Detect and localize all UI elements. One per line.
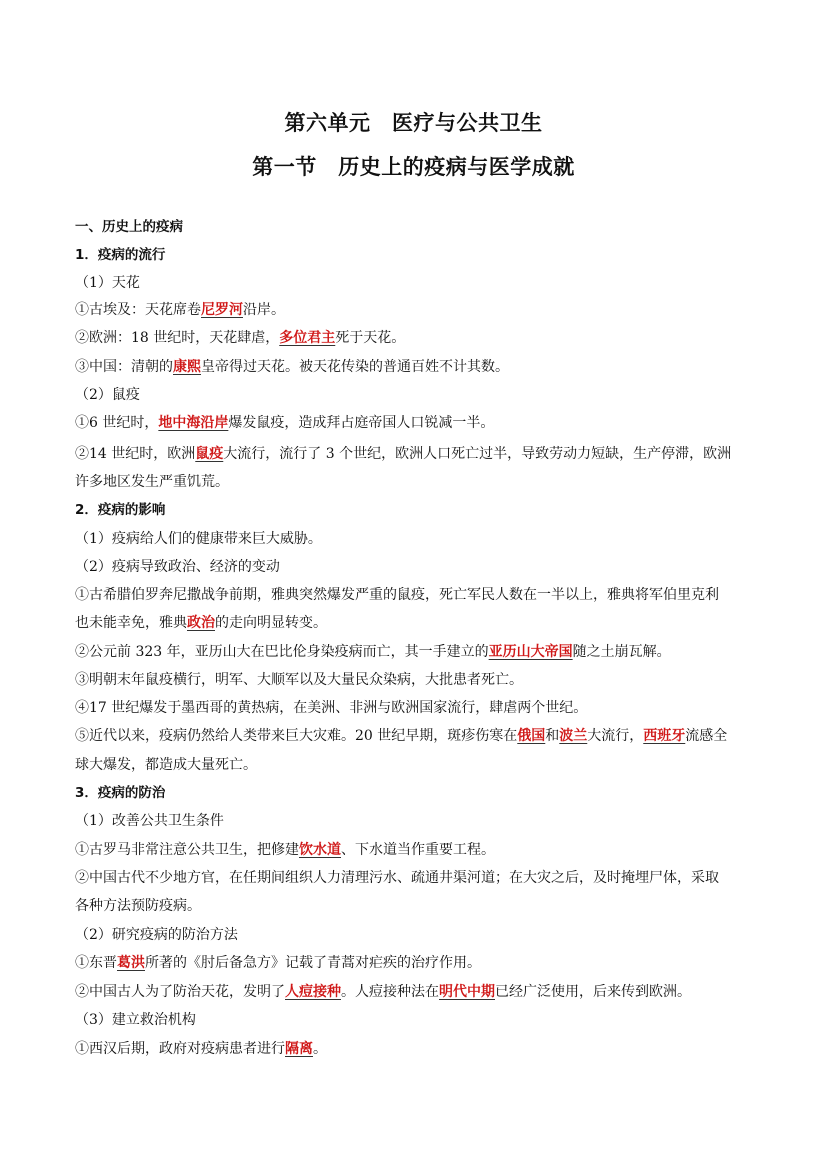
text-segment: ②公元前 323 年，亚历山大在巴比伦身染疫病而亡，其一手建立的 <box>75 644 489 660</box>
text-segment: 流感全 <box>685 728 728 744</box>
text-line <box>75 472 755 492</box>
text-segment: （2）研究疫病的防治方法 <box>75 927 238 943</box>
text-line <box>75 1010 755 1030</box>
text-segment: 3．疫病的防治 <box>75 785 166 801</box>
highlighted-keyword: 政治 <box>187 615 215 631</box>
highlighted-keyword: 人痘接种 <box>285 984 341 1000</box>
text-line <box>75 273 755 293</box>
text-line <box>75 1039 755 1059</box>
text-segment: 也未能幸免，雅典 <box>75 615 187 631</box>
text-segment: 一、历史上的疫病 <box>75 219 183 235</box>
section-heading <box>75 500 755 520</box>
highlighted-keyword: 尼罗河 <box>201 302 243 318</box>
text-line <box>75 413 755 433</box>
text-segment: 1．疫病的流行 <box>75 247 166 263</box>
highlighted-keyword: 地中海沿岸 <box>158 415 229 431</box>
text-segment: 、下水道当作重要工程。 <box>341 842 495 858</box>
text-line <box>75 868 755 888</box>
text-segment: 2．疫病的影响 <box>75 502 166 518</box>
text-line <box>75 613 755 633</box>
text-line <box>75 557 755 577</box>
highlighted-keyword: 俄国 <box>517 728 546 744</box>
text-segment: （1）疫病给人们的健康带来巨大威胁。 <box>75 531 322 547</box>
text-line <box>75 585 755 605</box>
text-segment: ④17 世纪爆发于墨西哥的黄热病，在美洲、非洲与欧洲国家流行，肆虐两个世纪。 <box>75 700 588 716</box>
text-segment: ②14 世纪时，欧洲 <box>75 446 196 462</box>
text-segment: （1）天花 <box>75 275 140 291</box>
section-heading <box>75 245 755 265</box>
text-segment: 爆发鼠疫，造成拜占庭帝国人口锐减一半。 <box>228 415 495 431</box>
text-line <box>75 444 755 464</box>
text-segment: ②欧洲：18 世纪时，天花肆虐， <box>75 330 280 346</box>
text-line <box>75 925 755 945</box>
highlighted-keyword: 康熙 <box>173 359 201 375</box>
text-segment: ③明朝末年鼠疫横行，明军、大顺军以及大量民众染病，大批患者死亡。 <box>75 672 523 688</box>
text-segment: ①6 世纪时， <box>75 415 159 431</box>
text-segment: 大流行， <box>587 728 644 744</box>
unit-title: 第六单元 医疗与公共卫生 <box>284 111 543 135</box>
text-line <box>75 529 755 549</box>
text-segment: ①古罗马非常注意公共卫生，把修建 <box>75 842 299 858</box>
text-segment: ①古希腊伯罗奔尼撒战争前期，雅典突然爆发严重的鼠疫，死亡军民人数在一半以上，雅典将军伯里克利 <box>75 587 719 603</box>
text-segment: ②中国古人为了防治天花，发明了 <box>75 984 285 1000</box>
text-line <box>75 328 755 348</box>
text-line <box>75 982 755 1002</box>
highlighted-keyword: 西班牙 <box>643 728 686 744</box>
text-segment: 死于天花。 <box>335 330 406 346</box>
text-line <box>75 642 755 662</box>
text-segment: 和 <box>545 728 560 744</box>
text-segment: ①东晋 <box>75 955 117 971</box>
text-segment: 球大爆发，都造成大量死亡。 <box>75 757 257 773</box>
text-segment: 各种方法预防疫病。 <box>75 898 201 914</box>
text-line <box>75 755 755 775</box>
text-segment: ①古埃及：天花席卷 <box>75 302 201 318</box>
text-segment: 。 <box>313 1041 327 1057</box>
text-line <box>75 300 755 320</box>
highlighted-keyword: 鼠疫 <box>195 446 224 462</box>
text-line <box>75 726 755 746</box>
text-line <box>75 385 755 405</box>
highlighted-keyword: 饮水道 <box>299 842 341 858</box>
highlighted-keyword: 波兰 <box>559 728 588 744</box>
text-segment: （3）建立救治机构 <box>75 1012 196 1028</box>
text-line <box>75 896 755 916</box>
text-segment: 所著的《肘后备急方》记载了青蒿对疟疾的治疗作用。 <box>145 955 481 971</box>
text-segment: ①西汉后期，政府对疫病患者进行 <box>75 1041 285 1057</box>
text-segment: 皇帝得过天花。被天花传染的普通百姓不计其数。 <box>201 359 509 375</box>
text-segment: 已经广泛使用，后来传到欧洲。 <box>495 984 691 1000</box>
text-line <box>75 840 755 860</box>
text-line <box>75 670 755 690</box>
text-line <box>75 811 755 831</box>
highlighted-keyword: 多位君主 <box>279 330 336 346</box>
text-segment: 大流行，流行了 3 个世纪，欧洲人口死亡过半，导致劳动力短缺，生产停滞，欧洲 <box>223 446 732 462</box>
text-line <box>75 698 755 718</box>
highlighted-keyword: 亚历山大帝国 <box>488 644 573 660</box>
text-line <box>75 357 755 377</box>
text-segment: ⑤近代以来，疫病仍然给人类带来巨大灾难。20 世纪早期，斑疹伤寒在 <box>75 728 518 744</box>
text-segment: ②中国古代不少地方官，在任期间组织人力清理污水、疏通井渠河道；在大灾之后，及时掩埋尸体，采取 <box>75 870 719 886</box>
section-heading <box>75 217 755 237</box>
text-segment: 许多地区发生严重饥荒。 <box>75 474 229 490</box>
section-heading <box>75 783 755 803</box>
text-segment: （1）改善公共卫生条件 <box>75 813 224 829</box>
text-segment: 的走向明显转变。 <box>215 615 327 631</box>
text-segment: 。人痘接种法在 <box>341 984 439 1000</box>
highlighted-keyword: 葛洪 <box>117 955 145 971</box>
text-line <box>75 953 755 973</box>
text-segment: 随之土崩瓦解。 <box>572 644 671 660</box>
highlighted-keyword: 隔离 <box>285 1041 313 1057</box>
text-segment: （2）疫病导致政治、经济的变动 <box>75 559 280 575</box>
text-segment: ③中国：清朝的 <box>75 359 173 375</box>
text-segment: （2）鼠疫 <box>75 387 140 403</box>
highlighted-keyword: 明代中期 <box>439 984 495 1000</box>
text-segment: 沿岸。 <box>243 302 285 318</box>
section-title: 第一节 历史上的疫病与医学成就 <box>252 155 575 179</box>
